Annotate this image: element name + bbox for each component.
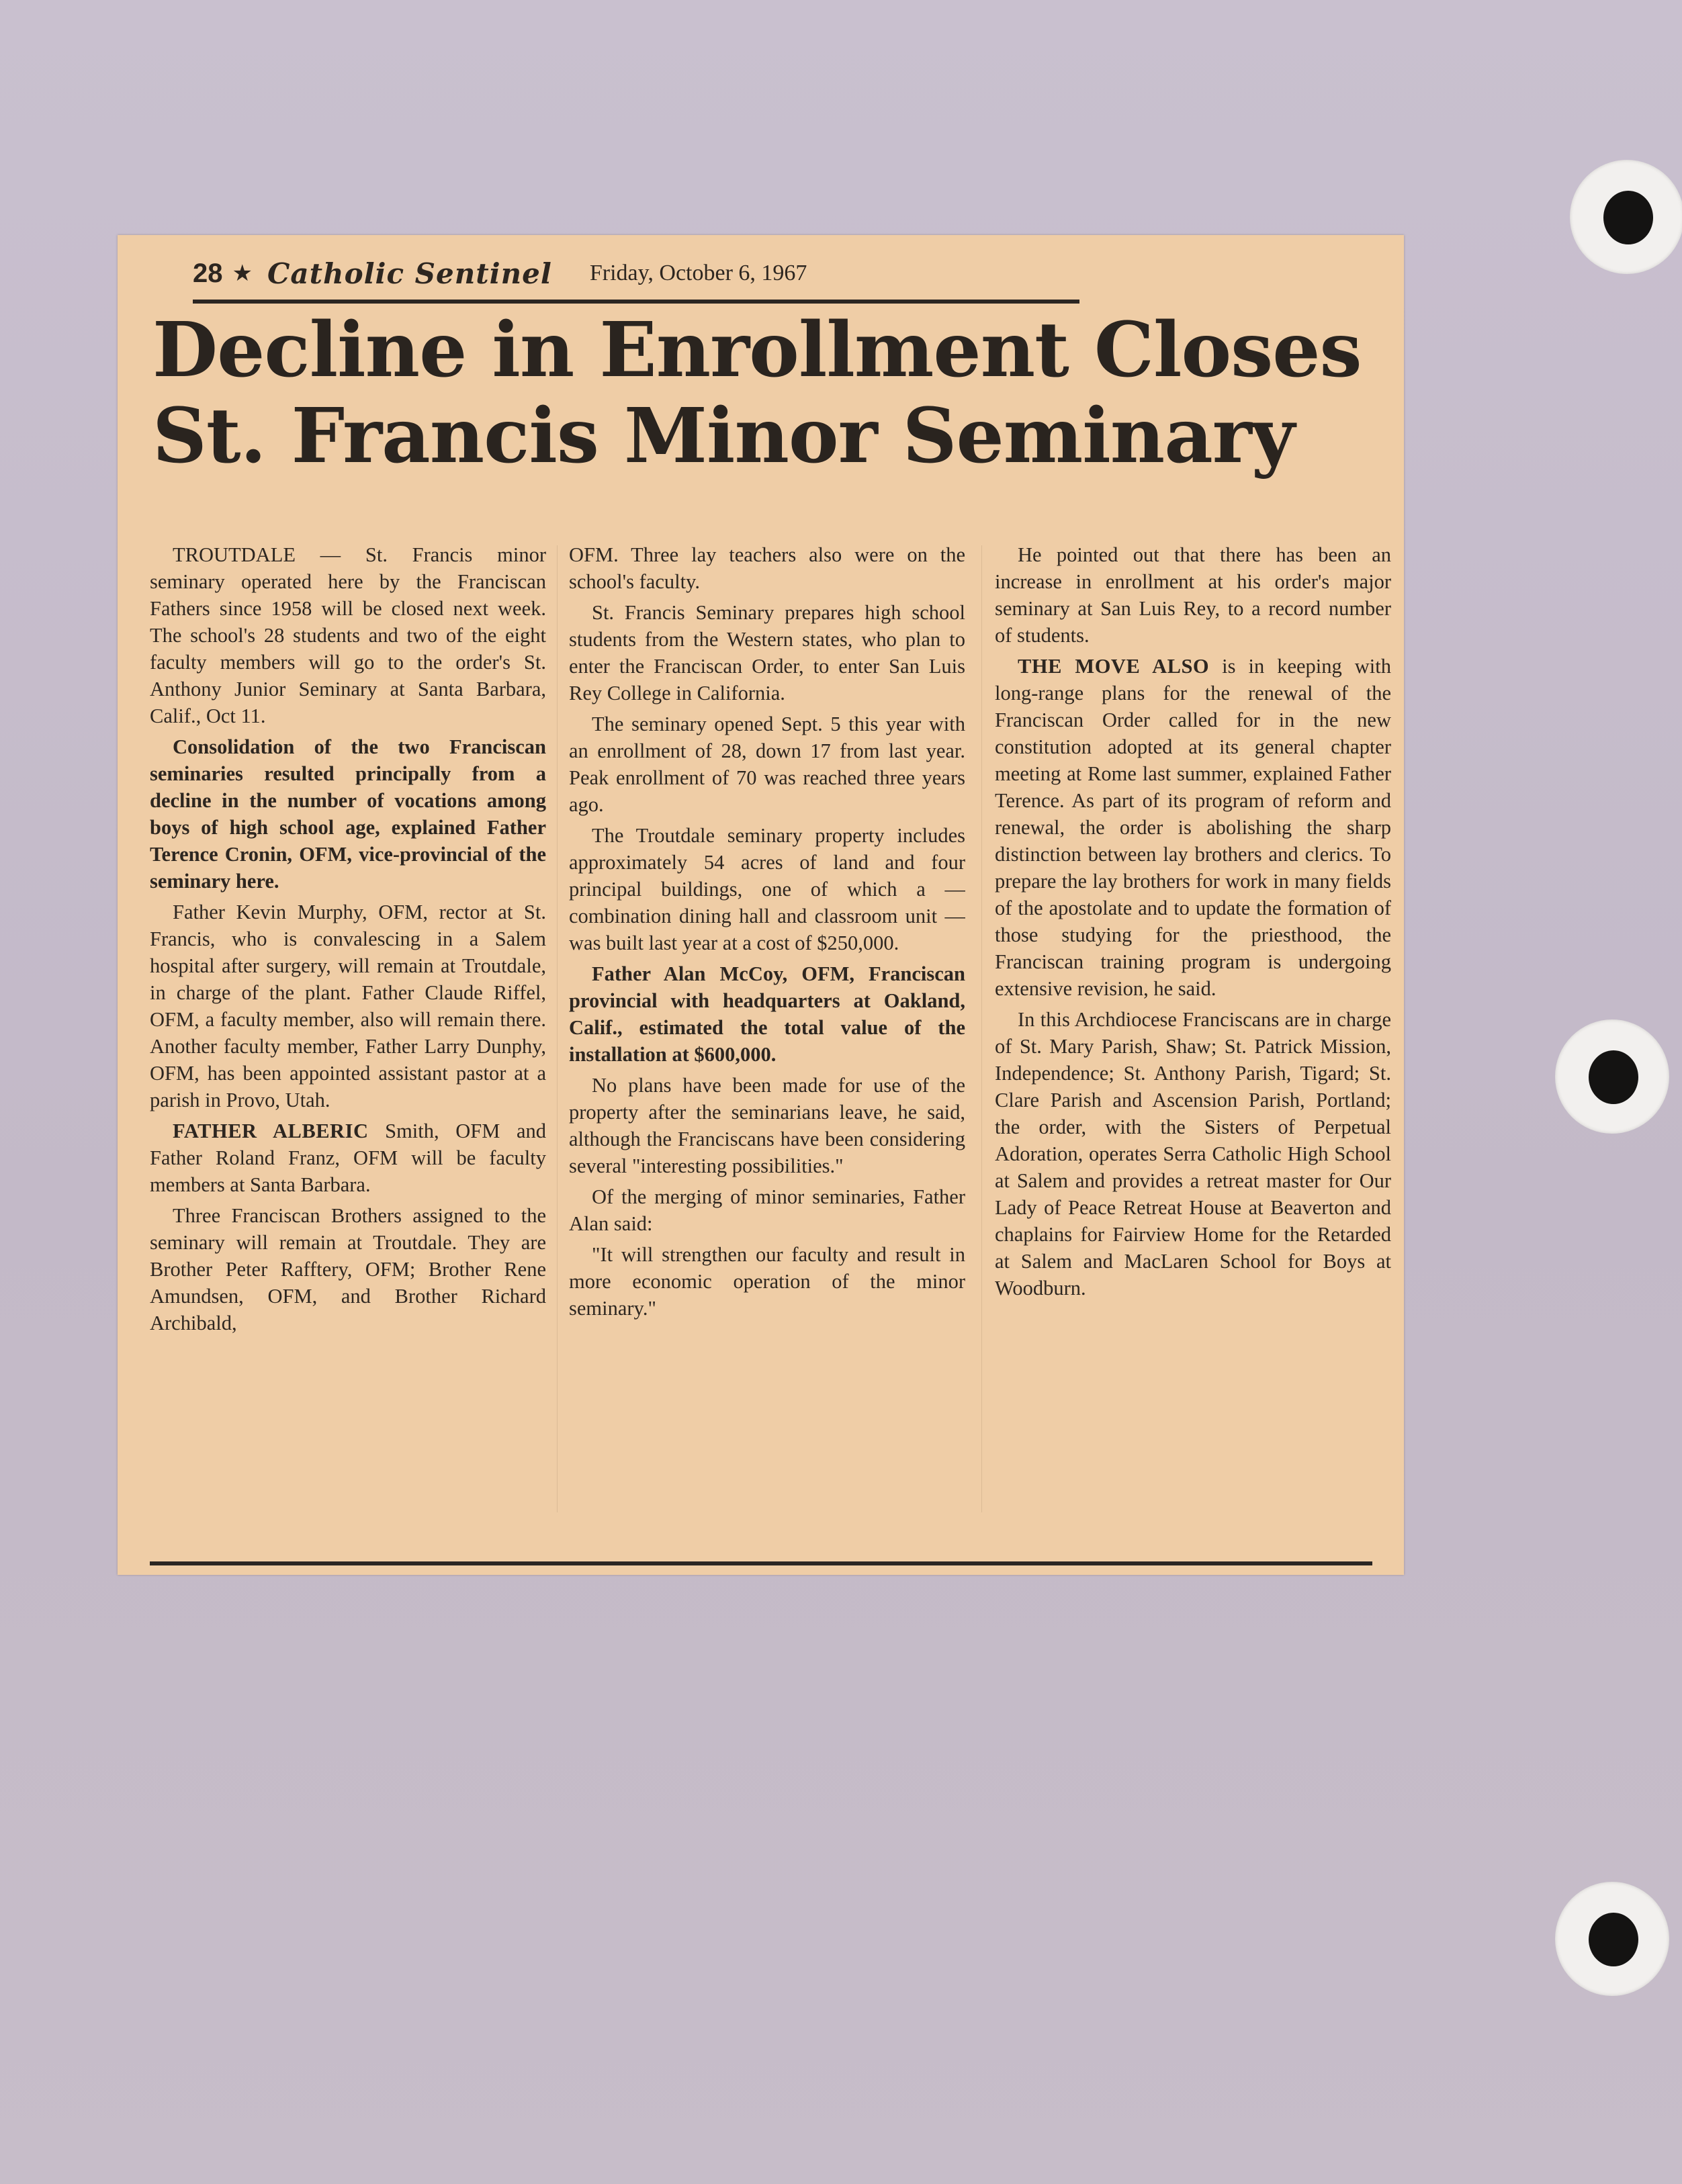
article-body <box>118 541 1404 1522</box>
paragraph <box>995 653 1391 1002</box>
page-number: 28 <box>193 258 223 288</box>
binder-hole-middle <box>1555 1019 1669 1134</box>
paragraph: Of the merging of minor seminaries, Father Alan said: <box>569 1185 965 1235</box>
paragraph: "It will strengthen our faculty and result in more economic operation of the minor seminary." <box>569 1243 965 1320</box>
headline-line-2: St. Francis Minor Seminary <box>152 392 1294 480</box>
paragraph <box>150 1118 546 1198</box>
paragraph-bold: Father Alan McCoy, OFM, Franciscan provincial with headquarters at Oakland, Calif., estimated the total value of the installation at $600,000. <box>569 962 965 1066</box>
binder-hole-bottom <box>1555 1882 1669 1996</box>
column-divider <box>981 545 982 1512</box>
headline-line-1: Decline in Enrollment Closes <box>152 306 1362 394</box>
headline <box>152 308 1395 479</box>
issue-date: Friday, October 6, 1967 <box>589 261 807 285</box>
paragraph: The Troutdale seminary property includes approximately 54 acres of land and four principal buildings, one of which a — combination dining hall and classroom unit — was built last year at a cost of $250,000. <box>569 824 965 954</box>
newspaper-name: Catholic Sentinel <box>267 257 552 290</box>
article-column-2 <box>569 541 965 1522</box>
paragraph: He pointed out that there has been an increase in enrollment at his order's major seminary at San Luis Rey, to a record number of students. <box>995 543 1391 647</box>
masthead <box>193 247 1079 304</box>
bottom-rule <box>150 1561 1372 1565</box>
paragraph-bold: Consolidation of the two Franciscan seminaries resulted principally from a decline in the number of vocations among boys of high school age, explained Father Terence Cronin, OFM, vice-provincial of the seminary here. <box>150 735 546 893</box>
paragraph-text: Smith, OFM and Father Roland Franz, OFM will be faculty members at Santa Barbara. <box>150 1120 546 1196</box>
binder-hole-center <box>1589 1050 1638 1104</box>
paragraph: OFM. Three lay teachers also were on the school's faculty. <box>569 543 965 593</box>
article-column-3 <box>995 541 1391 1522</box>
paragraph-text: is in keeping with long-range plans for the renewal of the Franciscan Order called for in the new constitution adopted at its general chapter meeting at Rome last summer, explained Father Terence. As part of its program of reform and renewal, the order is abolishing the sharp distinction between lay brothers and clerics. To prepare the lay brothers for work in many fields of the apostolate and to update the formation of those studying for the priesthood, the Franciscan training program is undergoing extensive revision, he said. <box>995 655 1391 1000</box>
column-divider <box>557 545 558 1512</box>
paragraph: The seminary opened Sept. 5 this year with an enrollment of 28, down 17 from last year. Peak enrollment of 70 was reached three years ago. <box>569 713 965 816</box>
paragraph-lead-caps: THE MOVE ALSO <box>1018 655 1210 678</box>
binder-hole-top <box>1570 160 1682 274</box>
star-icon: ★ <box>232 261 253 286</box>
paragraph: Father Kevin Murphy, OFM, rector at St. Francis, who is convalescing in a Salem hospital after surgery, will remain at Troutdale, in charge of the plant. Father Claude Riffel, OFM, a faculty member, also will remain there. Another faculty member, Father Larry Dunphy, OFM, has been appointed assistant pastor at a parish in Provo, Utah. <box>150 901 546 1111</box>
paragraph-lead-caps: FATHER ALBERIC <box>173 1120 369 1142</box>
paragraph: In this Archdiocese Franciscans are in charge of St. Mary Parish, Shaw; St. Patrick Mission, Independence; St. Anthony Parish, Tigard; St. Clare Parish and Ascension Parish, Portland; the order, with the Sisters of Perpetual Adoration, operates Serra Catholic High School at Salem and provides a retreat master for Our Lady of Peace Retreat House at Beaverton and chaplains for Fairview Home for the Retarded at Salem and MacLaren School for Boys at Woodburn. <box>995 1008 1391 1300</box>
paragraph: TROUTDALE — St. Francis minor seminary operated here by the Franciscan Fathers since 1958 will be closed next week. The school's 28 students and two of the eight faculty members will go to the order's St. Anthony Junior Seminary at Santa Barbara, Calif., Oct 11. <box>150 543 546 727</box>
paragraph: Three Franciscan Brothers assigned to the seminary will remain at Troutdale. They are Brother Peter Rafftery, OFM; Brother Rene Amundsen, OFM, and Brother Richard Archibald, <box>150 1204 546 1334</box>
paragraph: No plans have been made for use of the property after the seminarians leave, he said, although the Franciscans have been considering several "interesting possibilities." <box>569 1074 965 1177</box>
newspaper-clipping <box>118 235 1404 1575</box>
binder-hole-center <box>1603 191 1653 244</box>
binder-hole-center <box>1589 1913 1638 1966</box>
article-column-1 <box>150 541 546 1522</box>
paragraph: St. Francis Seminary prepares high school students from the Western states, who plan to enter the Franciscan Order, to enter San Luis Rey College in California. <box>569 601 965 704</box>
